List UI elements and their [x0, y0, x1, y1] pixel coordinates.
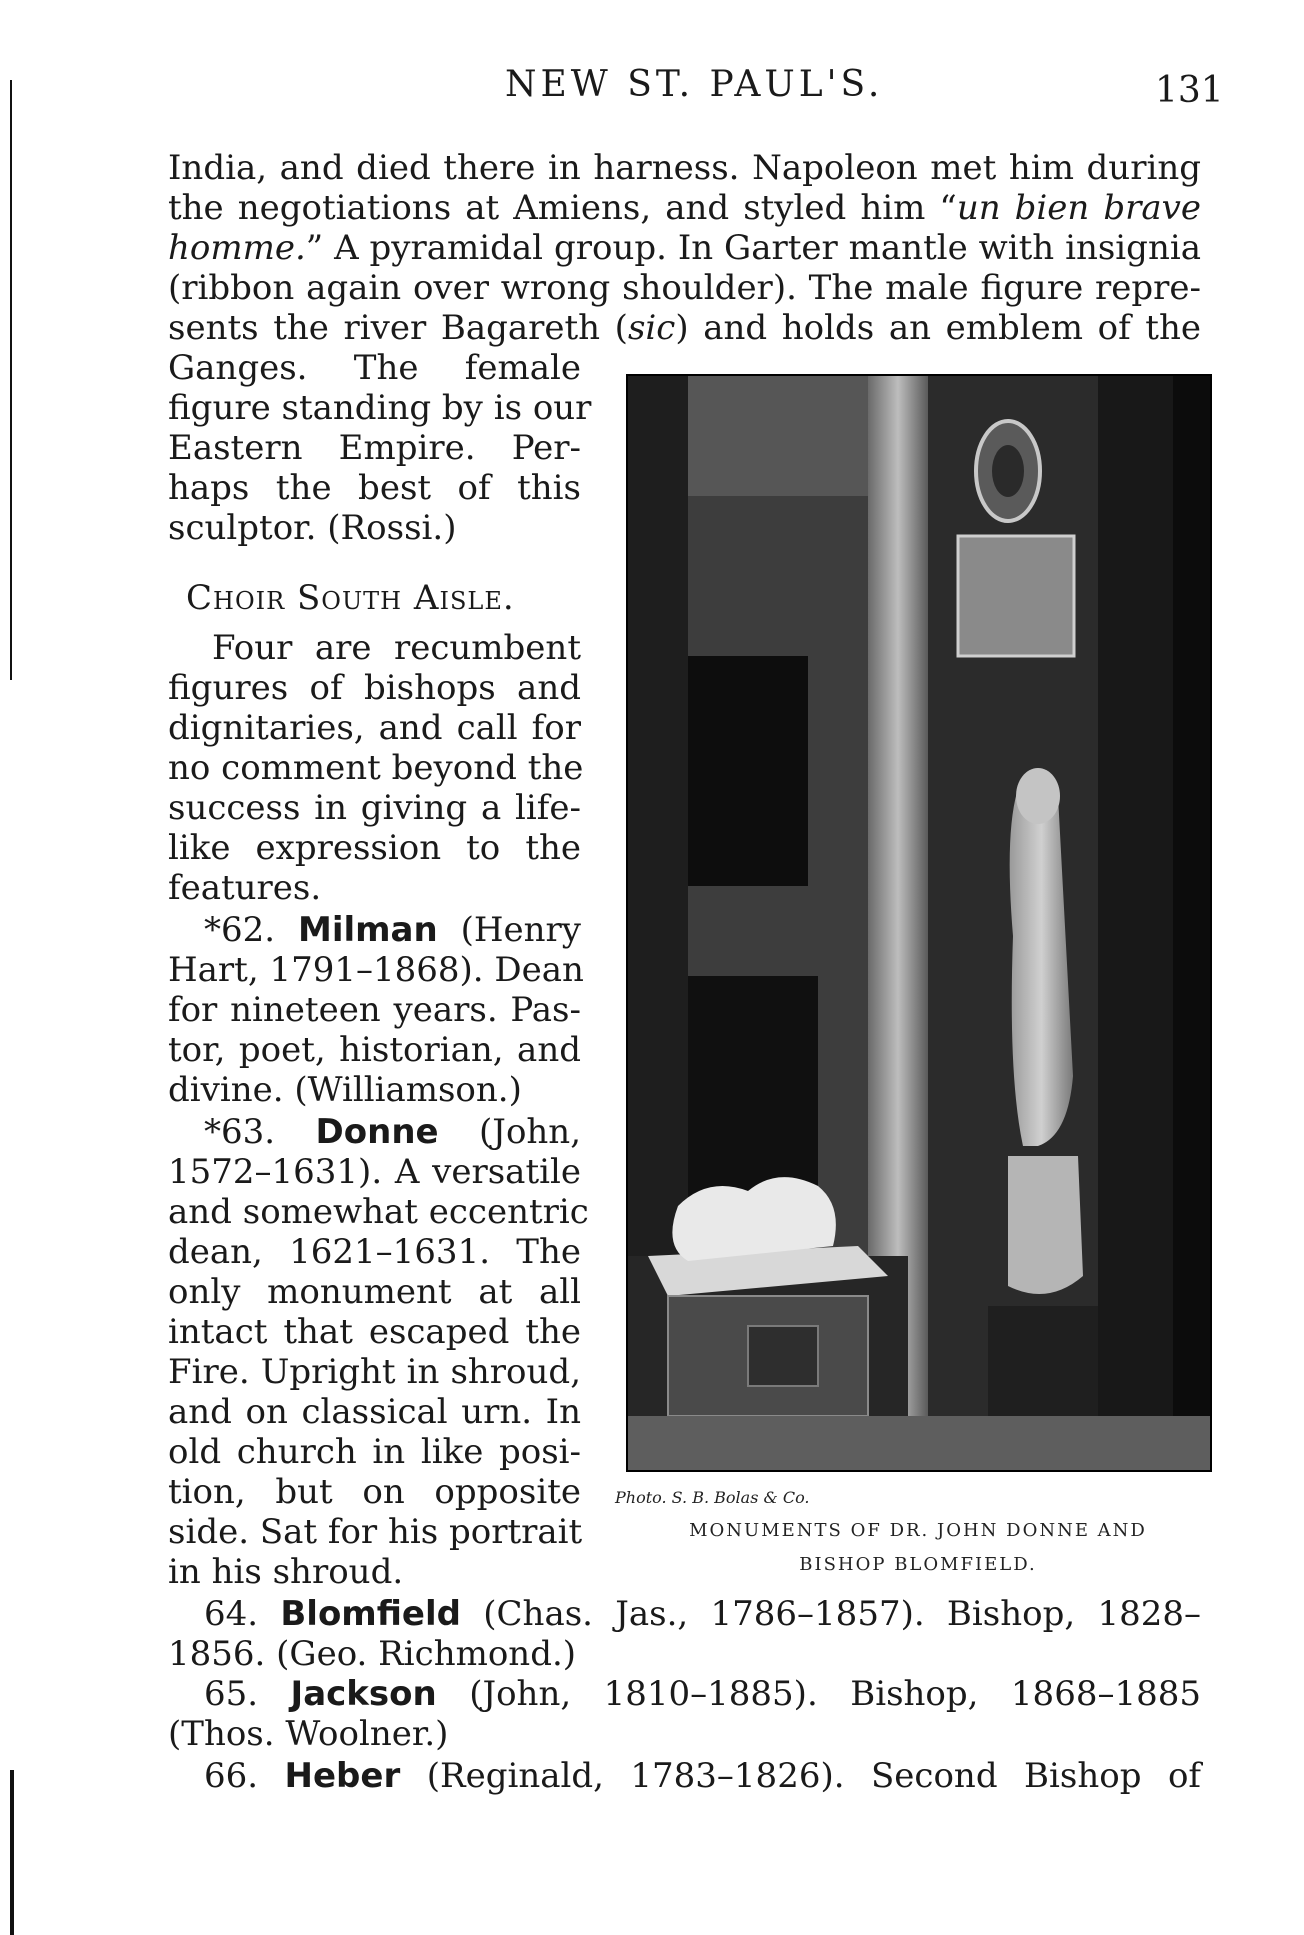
text-line: dignitaries, and call for [168, 708, 581, 748]
text-line: divine. (Williamson.) [168, 1070, 522, 1110]
text-line: India, and died there in harness. Napoleon met him during [168, 148, 1201, 188]
text-line: 1572–1631). A versatile [168, 1152, 581, 1192]
text-line: tion, but on opposite [168, 1472, 581, 1512]
text-line: success in giving a life- [168, 788, 581, 828]
entry-62-heading: *62. Milman (Henry [204, 910, 582, 950]
photo-credit: Photo. S. B. Bolas & Co. [615, 1488, 810, 1507]
running-header-title: NEW ST. PAUL'S. [505, 64, 884, 105]
section-heading: Choir South Aisle. [186, 578, 515, 618]
text-line: tor, poet, historian, and [168, 1030, 581, 1070]
entry-65-heading: 65. Jackson (John, 1810–1885). Bishop, 1868–1885 [204, 1674, 1201, 1714]
text-line: and somewhat eccentric [168, 1192, 589, 1232]
figure-caption-line2: BISHOP BLOMFIELD. [799, 1554, 1037, 1575]
text-line: Four are recumbent [212, 628, 581, 668]
text-line: features. [168, 868, 322, 908]
monument-photograph [626, 374, 1212, 1472]
text-line: Ganges. The female [168, 348, 581, 388]
text-line: in his shroud. [168, 1552, 404, 1592]
text-line: for nineteen years. Pas- [168, 990, 581, 1030]
text-line: figure standing by is our [168, 388, 592, 428]
text-line: side. Sat for his portrait [168, 1512, 583, 1552]
text-line: like expression to the [168, 828, 581, 868]
text-line: figures of bishops and [168, 668, 581, 708]
page-number: 131 [1155, 70, 1224, 111]
text-line: (ribbon again over wrong shoulder). The male figure repre- [168, 268, 1201, 308]
text-line: old church in like posi- [168, 1432, 581, 1472]
entry-66-heading: 66. Heber (Reginald, 1783–1826). Second Bishop of [204, 1756, 1201, 1796]
text-line: Fire. Upright in shroud, [168, 1352, 581, 1392]
text-line: Hart, 1791–1868). Dean [168, 950, 584, 990]
binding-edge-line [10, 1770, 14, 1935]
text-line: haps the best of this [168, 468, 581, 508]
text-line: the negotiations at Amiens, and styled him “un bien brave [168, 188, 1202, 228]
text-line: Eastern Empire. Per- [168, 428, 581, 468]
text-line: dean, 1621–1631. The [168, 1232, 581, 1272]
text-line: and on classical urn. In [168, 1392, 581, 1432]
text-line: sents the river Bagareth (sic) and holds an emblem of the [168, 308, 1201, 348]
text-line: no comment beyond the [168, 748, 584, 788]
text-line: 1856. (Geo. Richmond.) [168, 1634, 577, 1674]
text-line: intact that escaped the [168, 1312, 581, 1352]
text-line: homme.” A pyramidal group. In Garter mantle with insignia [168, 228, 1201, 268]
text-line: (Thos. Woolner.) [168, 1714, 449, 1754]
text-line: sculptor. (Rossi.) [168, 508, 457, 548]
figure-caption-line1: MONUMENTS OF DR. JOHN DONNE AND [689, 1520, 1147, 1541]
entry-63-heading: *63. Donne (John, [204, 1112, 582, 1152]
entry-64-heading: 64. Blomfield (Chas. Jas., 1786–1857). Bishop, 1828– [204, 1594, 1201, 1634]
monument-photo-illustration [628, 376, 1210, 1470]
text-line: only monument at all [168, 1272, 581, 1312]
binding-edge-line [10, 80, 12, 680]
